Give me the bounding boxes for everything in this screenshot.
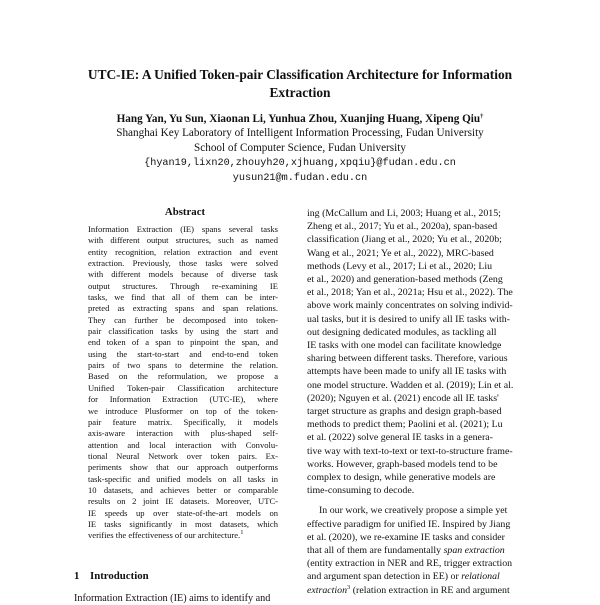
abstract-line: IE speeds up over state-of-the-art models on [88,507,278,518]
abstract-line: 10 datasets, and achieves better or comparable [88,484,278,495]
paragraph-line: works. However, graph-based models tend to be [307,458,498,470]
author-list [40,112,560,127]
text-run: that all of them are fundamentally [307,545,444,557]
author-names: Hang Yan, Yu Sun, Xiaonan Li, Yunhua Zhou, Xuanjing Huang, Xipeng Qiu [116,113,481,125]
paragraph-line: (2020); Nguyen et al. (2021) encode all IE tasks' [307,392,499,404]
paragraph-line: et al., 2020) and generation-based methods (Zeng [307,274,503,286]
abstract-line: pair classification tasks by using the start and [88,326,278,337]
affiliation-lab: Shanghai Key Laboratory of Intelligent Information Processing, Fudan University [116,127,484,139]
title-line-1: UTC-IE: A Unified Token-pair Classification Architecture for Information [87,67,513,82]
paragraph-line [307,584,531,597]
paragraph-line: attempts have been made to unify all IE tasks with [307,366,507,378]
abstract-line: pair feature matrix. Specifically, it models [88,416,278,427]
abstract-line: using the start-to-start and end-to-end token [88,348,278,359]
abstract-line: tasks, we find that all of them can be inter- [88,292,278,303]
footnote-marker: 3 [347,583,351,591]
paper-title [40,66,560,102]
emphasis-text: span extraction [443,545,505,557]
abstract-line: Information Extraction (IE) spans several tasks [88,224,278,234]
paragraph-line: ing (McCallum and Li, 2003; Huang et al., 2015; [307,208,501,219]
abstract-line: periments show that our approach outperforms [88,462,278,473]
paragraph-line: IE tasks with one model can facilitate knowledge [307,340,502,352]
email-line-1: {hyan19,lixn20,zhouyh20,xjhuang,xpqiu}@fudan.edu.cn [144,158,456,169]
paragraph-line: sharing between different tasks. Therefore, various [307,353,508,365]
paragraph-line: tive way with text-to-text or text-to-structure frame- [307,445,513,457]
paragraph-line: out designing dedicated modules, as tackling all [307,326,497,338]
paragraph-line: methods to predict them; Paolini et al. (2021); Lu [307,419,503,431]
affiliation-school: School of Computer Science, Fudan University [194,142,406,154]
introduction-first-line: Information Extraction (IE) aims to identify and [74,593,271,604]
abstract-line: They can further be decomposed into token- [88,314,278,325]
paragraph-line: ual tasks, but it is desired to unify all IE tasks with- [307,313,510,325]
abstract-line: with different models because of diverse task [88,269,278,280]
paragraph-line: methods (Levy et al., 2017; Li et al., 2020; Liu [307,260,493,272]
paragraph-line: In our work, we creatively propose a simple yet [319,505,508,517]
paragraph-line: effective paradigm for unified IE. Inspired by Jiang [307,518,511,530]
abstract-line: verifies the effectiveness of our architecture.$^1$ [88,529,244,541]
paragraph-line: above work mainly concentrates on solving individ- [307,300,513,312]
abstract-footnote-marker: 1 [240,529,244,537]
paragraph-line: et al. (2022) solve general IE tasks in a genera- [307,432,493,444]
abstract-line: extraction. Previously, those tasks were solved [88,258,278,269]
paragraph-line [307,544,531,557]
abstract-line: we introduce Plusformer on top of the token- [88,405,278,416]
title-line-2: Extraction [269,85,331,100]
abstract-line: preted as extracting spans and span relations. [88,303,278,314]
abstract-line: tional Neural Network over token pairs. Ex- [88,450,278,461]
our-work-paragraph [307,504,531,596]
abstract-line: with different output structures, such as named [88,235,278,246]
email-line-2: yusun21@m.fudan.edu.cn [232,173,368,184]
abstract-body [88,224,278,542]
paragraph-line: target structure as graphs and design graph-based [307,406,502,418]
paragraph-line: (entity extraction in NER and RE, trigger extraction [307,558,513,570]
section-number: 1 [74,570,80,582]
paragraph-line: one model structure. Wadden et al. (2019); Lin et al. [307,379,514,391]
paragraph-line: Zheng et al., 2017; Yu et al., 2020a), span-based [307,221,498,233]
abstract-line: IE tasks significantly in most datasets, which [88,518,278,529]
emphasis-text: relational [461,571,500,583]
abstract-line: results on 2 joint IE datasets. Moreover, UTC- [88,496,278,507]
abstract-line: task-specific and unified models on all tasks in [88,473,278,484]
related-work-paragraph [307,207,531,497]
introduction-heading [74,570,149,582]
abstract-line: entity recognition, relation extraction and event [88,246,278,257]
abstract-line: Based on the reformulation, we propose a [88,371,278,382]
abstract-line: output structures. Through re-examining IE [88,280,278,291]
text-run: and argument span detection in EE) or [307,571,462,583]
right-column [307,207,531,597]
abstract-line: attention and local interaction with Convolu- [88,439,278,450]
paragraph-line: et al. (2020), we re-examine IE tasks and consider [307,531,505,543]
paragraph-line: Wang et al., 2021; Ye et al., 2022), MRC-based [307,247,494,259]
text-run: (relation extraction in RE and argument [350,584,510,596]
paragraph-line: et al., 2018; Yan et al., 2021a; Hsu et al., 2022). The [307,287,513,299]
abstract-line: for Information Extraction (UTC-IE), where [88,394,278,405]
abstract-line: axis-aware interaction with plus-shaped self- [88,428,278,439]
section-title: Introduction [90,570,149,582]
abstract-heading: Abstract [164,206,206,218]
paragraph-line: complex to design, while generative models are [307,472,496,484]
abstract-line: pairs of two spans to determine the relation. [88,360,278,371]
corresponding-marker: † [480,113,484,120]
abstract-line: Unified Token-pair Classification architecture [88,382,278,393]
abstract-line: end token of a span to pinpoint the span, and [88,337,278,348]
affiliations [40,126,560,186]
paragraph-line: classification (Jiang et al., 2020; Yu et al., 2020b; [307,234,502,246]
paragraph-line: time-consuming to decode. [307,485,415,497]
emphasis-text: extraction [307,584,348,596]
paragraph-line [307,570,531,583]
